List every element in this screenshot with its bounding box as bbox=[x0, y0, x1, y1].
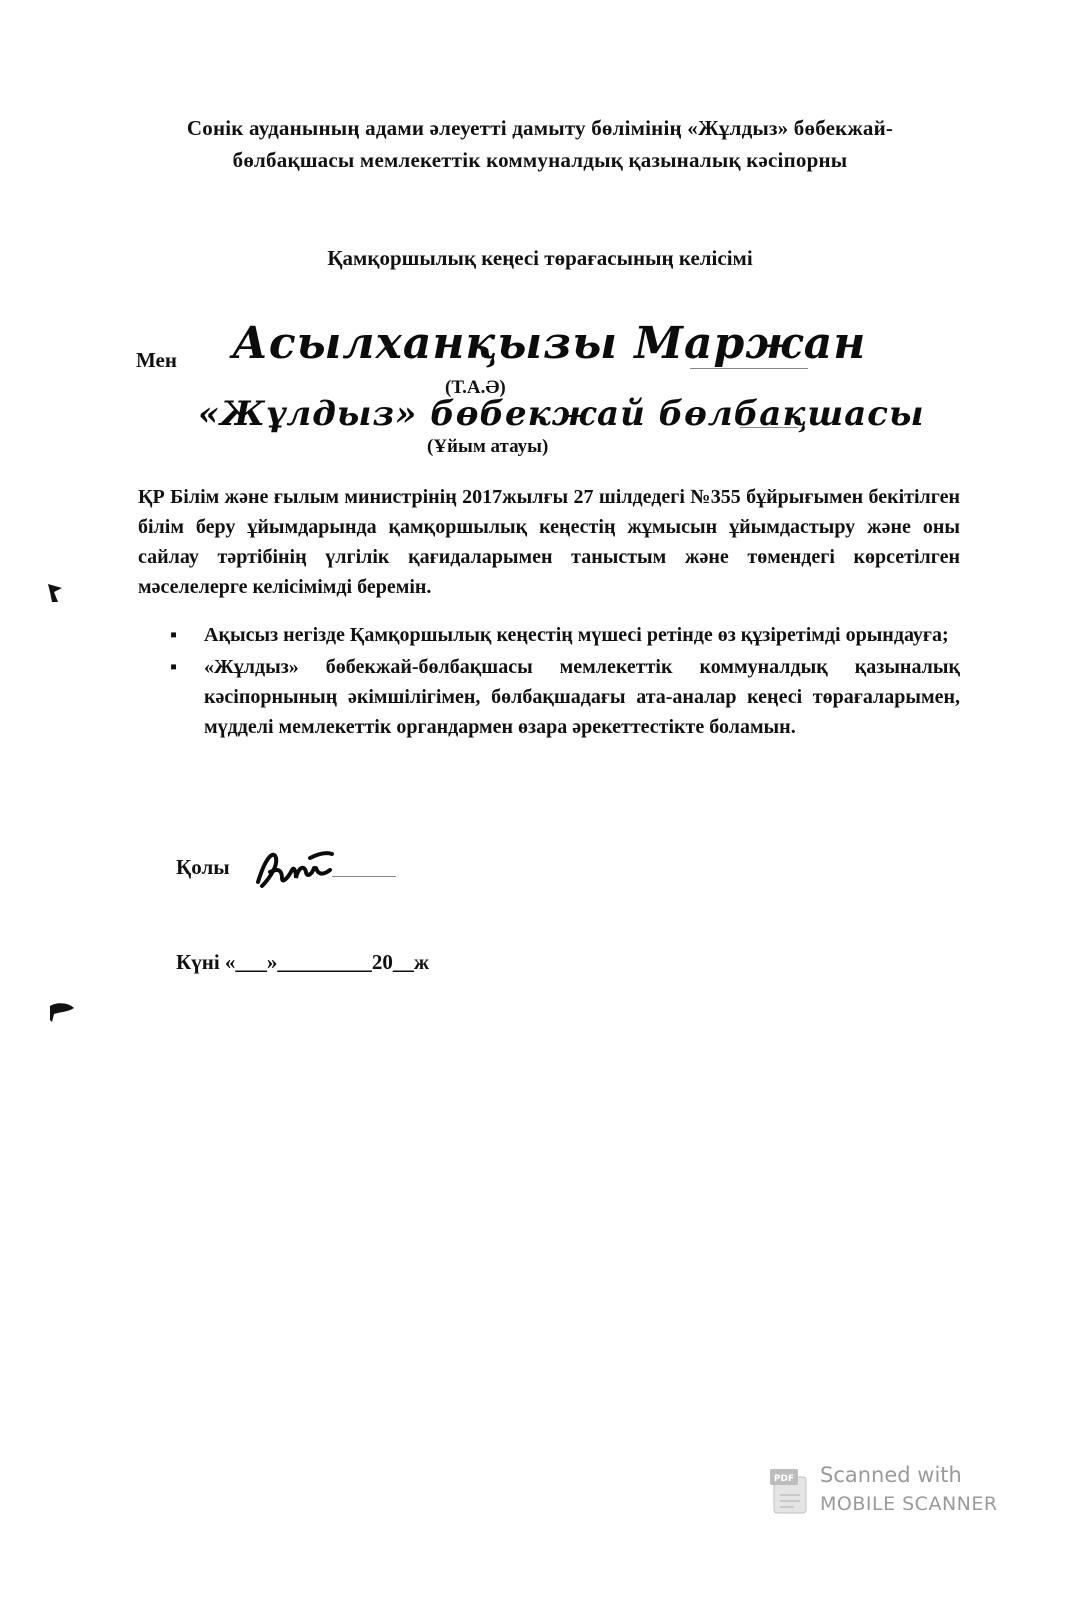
scan-mark-icon bbox=[48, 1000, 76, 1024]
bullet-icon: ▪ bbox=[170, 656, 178, 678]
consent-list bbox=[170, 620, 960, 744]
handwritten-full-name: Асылханқызы Маржан bbox=[232, 318, 867, 369]
scanner-watermark bbox=[768, 1463, 1008, 1523]
watermark-line-1: Scanned with bbox=[820, 1463, 962, 1487]
organization-header bbox=[140, 112, 940, 176]
date-field: Күні «___»_________20__ж bbox=[176, 950, 430, 974]
pdf-label: PDF bbox=[773, 1474, 795, 1484]
signature-label: Қолы bbox=[176, 855, 230, 879]
handwritten-signature bbox=[252, 838, 352, 898]
list-item bbox=[170, 620, 960, 650]
signature-underline bbox=[332, 876, 396, 877]
pdf-document-icon bbox=[768, 1467, 812, 1515]
list-item-text: Ақысыз негізде Қамқоршылық кеңестің мүшесі ретінде өз құзіретімді орындауға; bbox=[204, 624, 949, 646]
consent-paragraph: ҚР Білім және ғылым министрінің 2017жылғы 27 шілдедегі №355 бұйрығымен бекітілген білім беру ұйымдарында қамқоршылық кеңестің жұмысын ұйымдастыру және оны сайлау тәртібінің үлгілік қағидаларымен таныстым және төмендегі көрсетілген мәселелерге келісімімді беремін. bbox=[138, 486, 960, 598]
list-item bbox=[170, 652, 960, 742]
bullet-icon: ▪ bbox=[170, 624, 178, 646]
handwritten-organization: «Жұлдыз» бөбекжай бөлбақшасы bbox=[198, 394, 925, 434]
watermark-line-2: MOBILE SCANNER bbox=[820, 1493, 998, 1515]
document-title: Қамқоршылық кеңесі төрағасының келісімі bbox=[327, 246, 753, 270]
name-underline bbox=[690, 368, 808, 369]
fio-caption: (Т.А.Ә) bbox=[445, 377, 506, 398]
scan-mark-icon bbox=[44, 580, 66, 606]
header-line-1: Сонік ауданының адами әлеуетті дамыту бөлімінің «Жұлдыз» бөбекжай- bbox=[186, 116, 894, 140]
organization-caption: (Ұйым атауы) bbox=[427, 436, 549, 457]
list-item-text: «Жұлдыз» бөбекжай-бөлбақшасы мемлекеттік коммуналдық қазыналық кәсіпорнының әкімшілігімен, бөлбақшадағы ата-аналар кеңесі төрағаларымен, мүдделі мемлекеттік органдармен өзара әрекеттестікте боламын. bbox=[204, 656, 960, 738]
men-label: Мен bbox=[136, 348, 177, 372]
organization-underline bbox=[740, 427, 798, 428]
header-line-2: бөлбақшасы мемлекеттік коммуналдық қазыналық кәсіпорны bbox=[232, 148, 848, 172]
